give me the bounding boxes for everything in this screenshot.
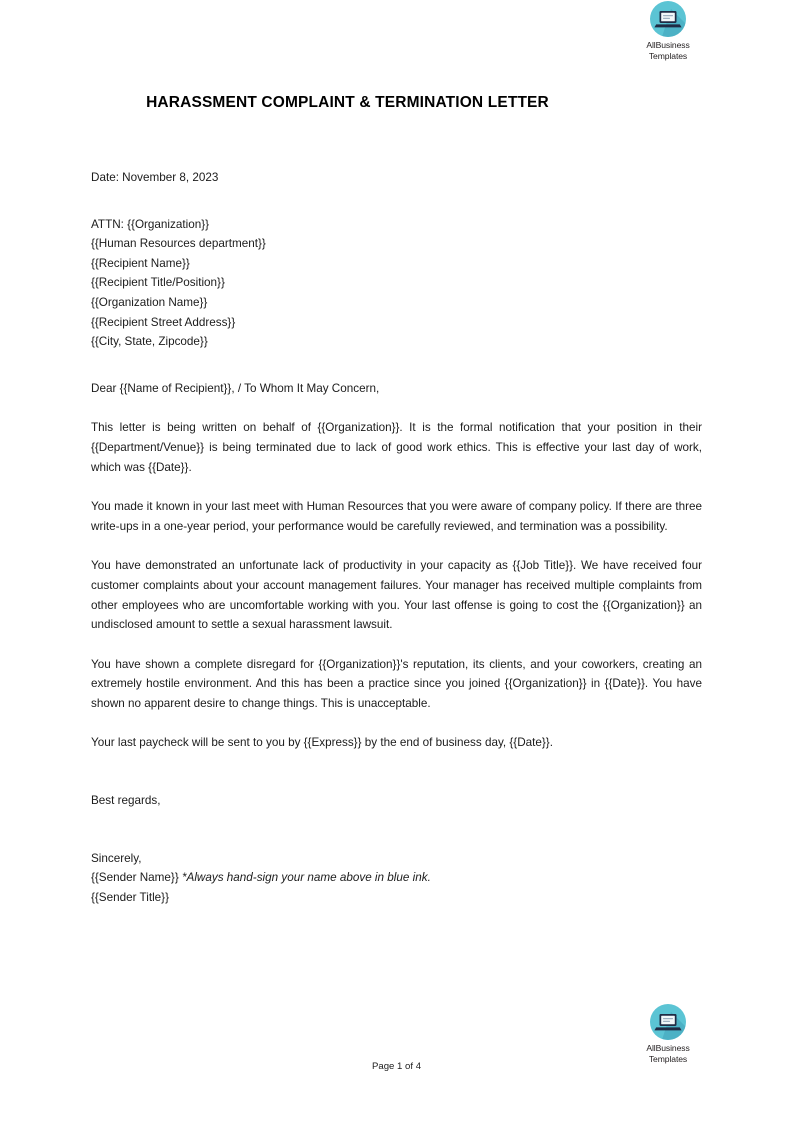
logo-label-line2: Templates xyxy=(648,50,688,61)
spacer xyxy=(91,477,702,497)
address-line: {{City, State, Zipcode}} xyxy=(91,335,208,349)
logo-label-line1: AllBusiness xyxy=(646,1043,690,1053)
page-title: HARASSMENT COMPLAINT & TERMINATION LETTER xyxy=(146,94,549,111)
address-line: {{Recipient Name}} xyxy=(91,256,190,270)
closing-sincerely: Sincerely, xyxy=(91,851,142,865)
sender-name: {{Sender Name}} xyxy=(91,871,179,885)
spacer xyxy=(91,811,702,849)
signature-block xyxy=(91,849,702,908)
paragraph-1: This letter is being written on behalf of {{Organization}}. It is the formal notification that your position in their {{Department/Venue}} is being terminated due to lack of good work ethics. This is effective your last day of work, which was {{Date}}. xyxy=(91,421,702,474)
spacer xyxy=(91,352,702,379)
spacer xyxy=(91,398,702,418)
laptop-icon xyxy=(649,0,687,38)
date-line: Date: November 8, 2023 xyxy=(91,171,219,184)
address-line: {{Recipient Street Address}} xyxy=(91,315,236,329)
logo-label xyxy=(637,40,699,61)
footer-logo xyxy=(637,1003,699,1064)
address-line: {{Human Resources department}} xyxy=(91,237,266,251)
paragraph-5: Your last paycheck will be sent to you by {{Express}} by the end of business day, {{Date}}. xyxy=(91,736,553,750)
paragraph-4: You have shown a complete disregard for {{Organization}}'s reputation, its clients, and your coworkers, creating an extremely hostile environment. And this has been a practice since you joined {{Organization}} in {{Date}}. You have shown no apparent desire to change things. This is unacceptable. xyxy=(91,657,702,710)
laptop-icon xyxy=(649,1003,687,1041)
logo-label-line2: Templates xyxy=(648,1053,688,1064)
address-line: {{Recipient Title/Position}} xyxy=(91,276,225,290)
header-logo xyxy=(637,0,699,61)
sender-name-line xyxy=(91,868,702,888)
closing-regards: Best regards, xyxy=(91,794,161,808)
spacer xyxy=(91,713,702,733)
paragraph-2: You made it known in your last meet with Human Resources that you were aware of company policy. If there are three write-ups in a one-year period, your performance would be carefully reviewed, and termination was a possibility. xyxy=(91,500,702,533)
address-line: ATTN: {{Organization}} xyxy=(91,217,210,231)
paragraph-3: You have demonstrated an unfortunate lack of productivity in your capacity as {{Job Title}}. We have received four customer complaints about your account management failures. Your manager has received multiple complaints from other employees who are uncomfortable working with you. Your last offense is going to cost the {{Organization}} an undisclosed amount to settle a sexual harassment lawsuit. xyxy=(91,559,702,632)
page-number: Page 1 of 4 xyxy=(371,1061,422,1072)
sender-note: *Always hand-sign your name above in blue ink. xyxy=(181,871,431,885)
logo-label-line1: AllBusiness xyxy=(646,40,690,50)
letter-body xyxy=(91,168,702,907)
salutation: Dear {{Name of Recipient}}, / To Whom It May Concern, xyxy=(91,381,380,395)
spacer xyxy=(91,753,702,791)
sender-title: {{Sender Title}} xyxy=(91,890,169,904)
address-line: {{Organization Name}} xyxy=(91,295,208,309)
spacer xyxy=(91,536,702,556)
document-header xyxy=(0,86,793,146)
spacer xyxy=(91,635,702,655)
address-block xyxy=(91,215,702,352)
spacer xyxy=(91,188,702,215)
